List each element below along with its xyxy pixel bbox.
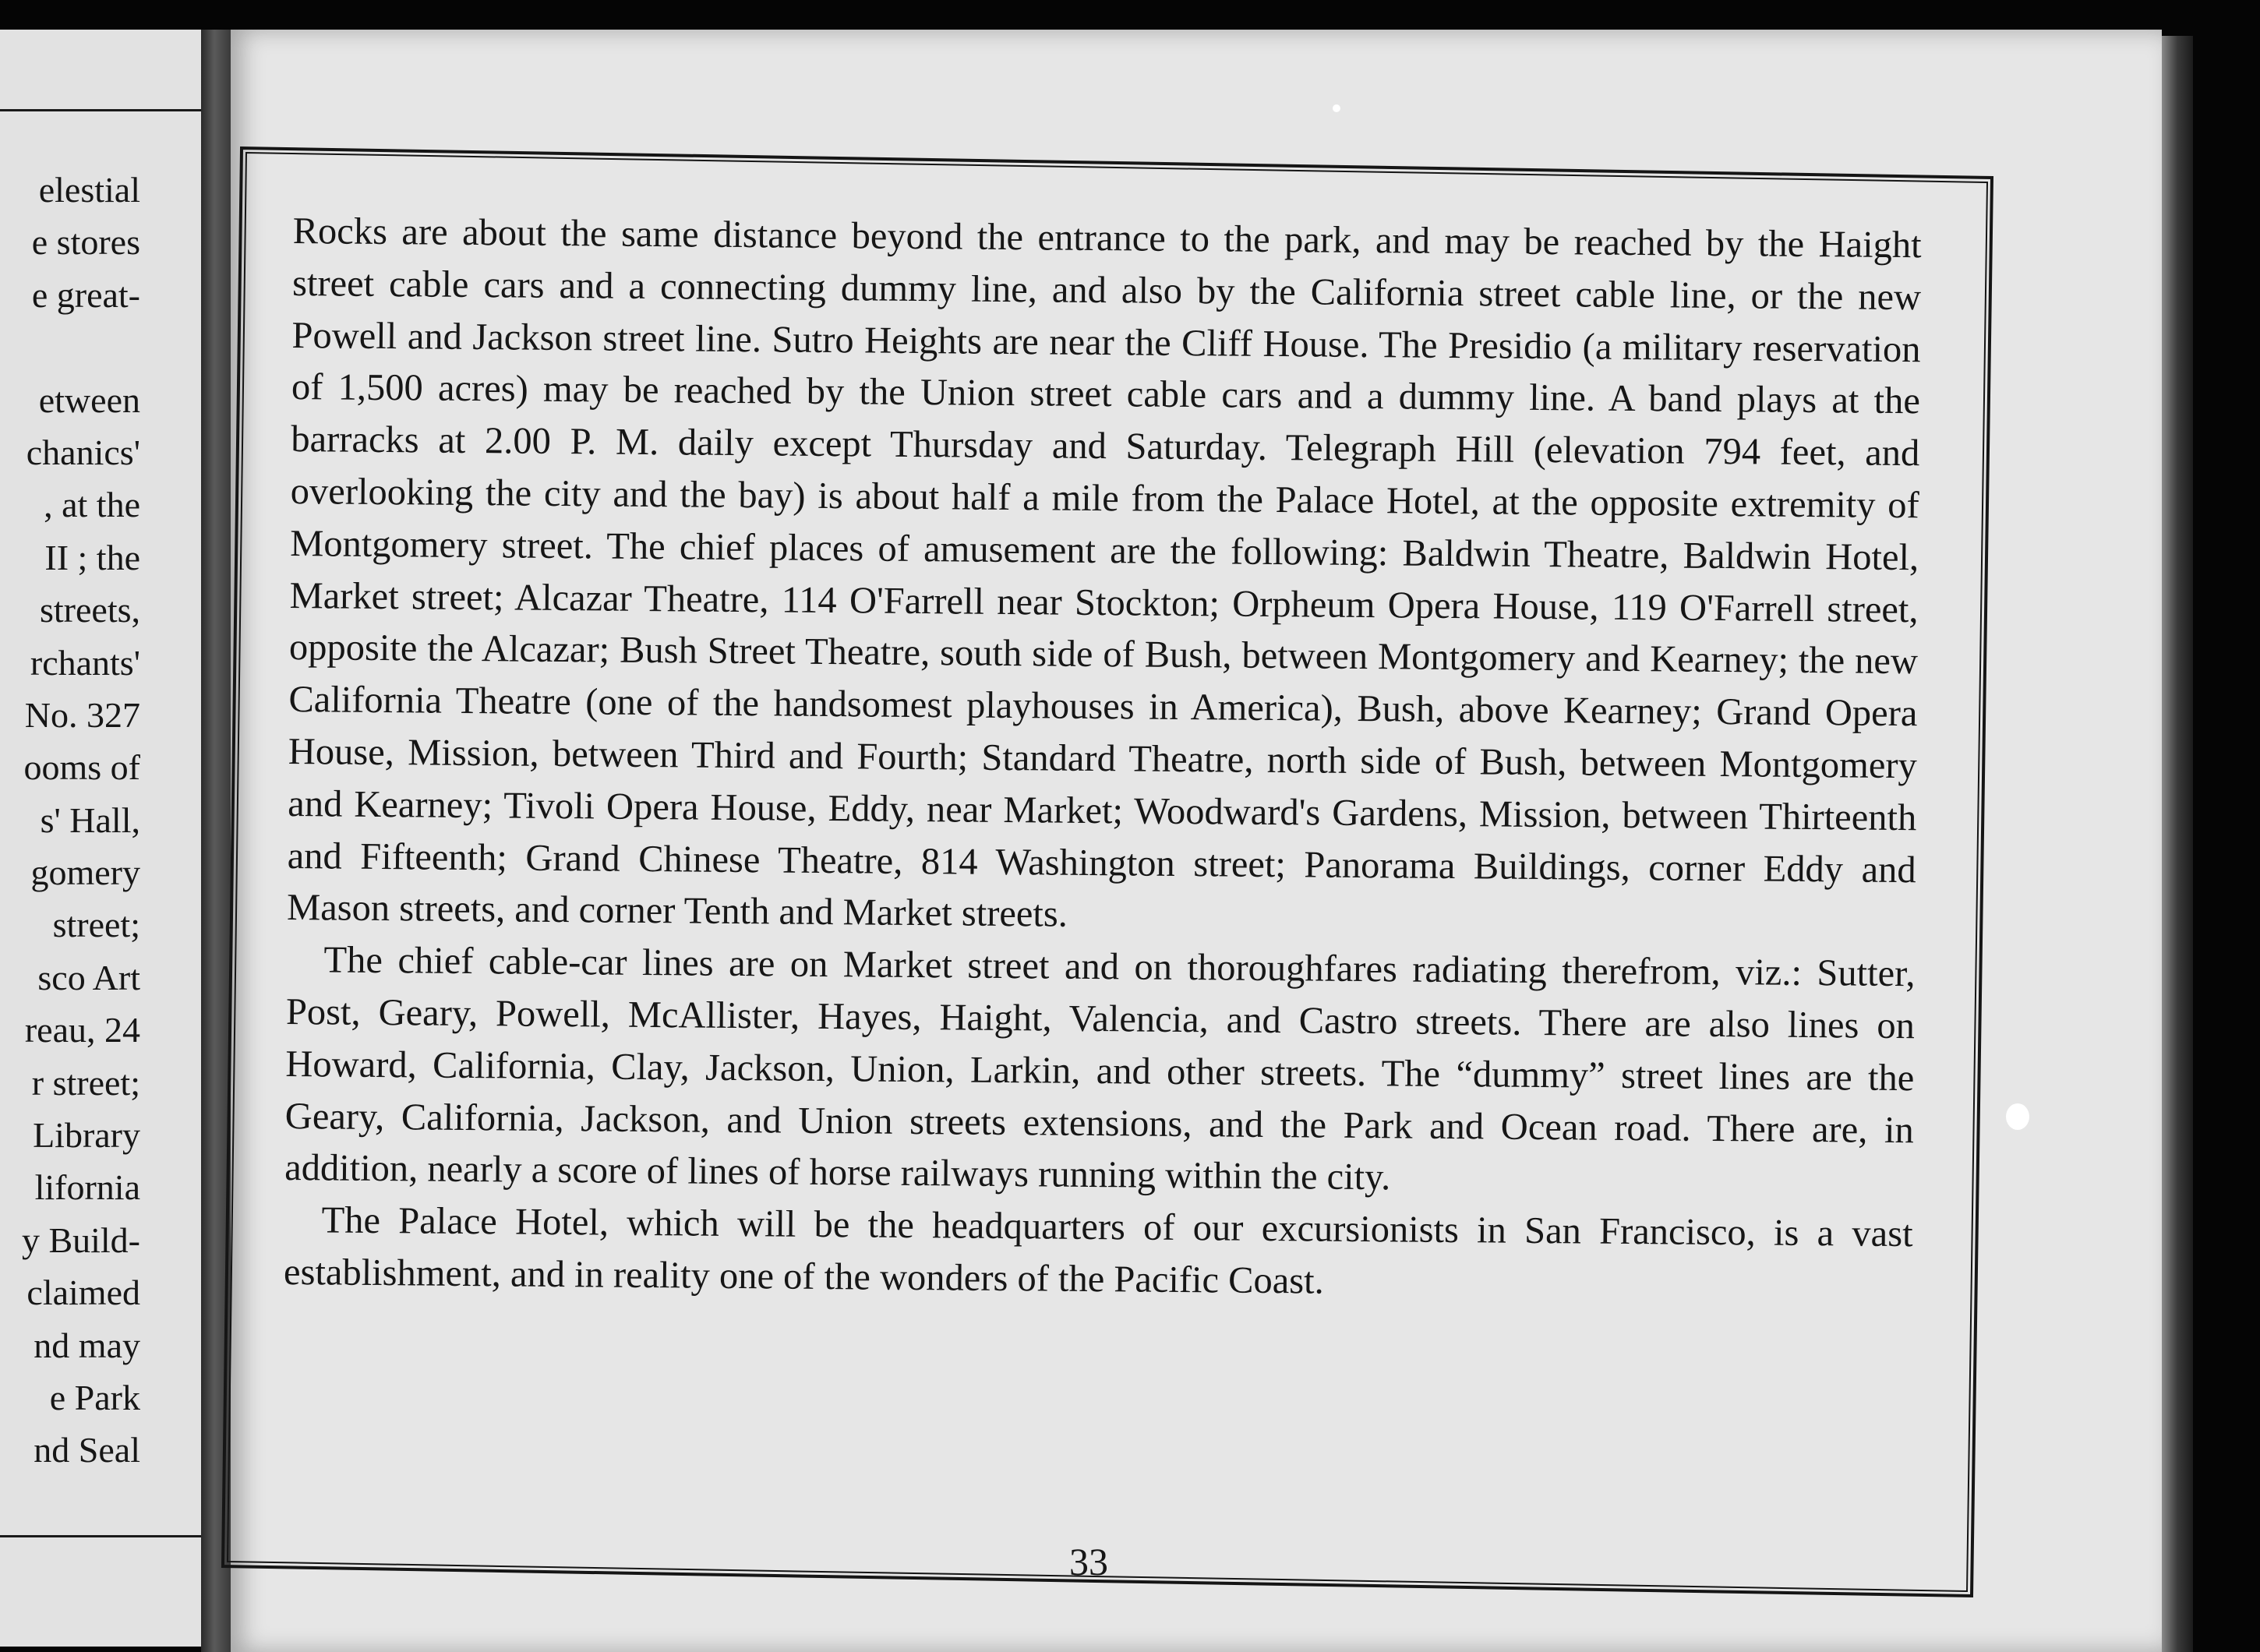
text-line: e Park (49, 1377, 140, 1417)
text-line: streets, (39, 590, 140, 630)
text-line: elestial (38, 170, 140, 210)
text-line: sco Art (37, 957, 140, 997)
text-line: y Build- (21, 1220, 140, 1260)
text-line: s' Hall, (40, 800, 140, 840)
text-line: nd Seal (34, 1430, 140, 1470)
paragraph: Rocks are about the same distance beyond the entrance to the park, and may be reached by the Haight street cable cars and a connecting dummy line, and also by the California street cable line, or the new Powell and Jackson street line. Sutro Heights are near the Cliff House. The Presidio (a military reservation of 1,500 acres) may be reached by the Union street cable cars and a dummy line. A band plays at the barracks at 2.00 P. M. daily except Thursday and Saturday. Telegraph Hill (elevation 794 feet, and overlooking the city and the bay) is about half a mile from the Palace Hotel, at the opposite extremity of Montgomery street. The chief places of amusement are the following: Baldwin Theatre, Baldwin Hotel, Market street; Alcazar Theatre, 114 O'Farrell near Stockton; Orpheum Opera House, 119 O'Farrell street, opposite the Alcazar; Bush Street Theatre, south side of Bush, between Montgomery and Kearney; the new California Theatre (one of the handsomest playhouses in America), Bush, above Kearney; Grand Opera House, Mission, between Third and Fourth; Standard Theatre, north side of Bush, between Montgomery and Kearney; Tivoli Opera House, Eddy, near Market; Woodward's Gardens, Mission, between Thirteenth and Fifteenth; Grand Chinese Theatre, 814 Washington street; Panorama Buildings, corner Eddy and Mason streets, and corner Tenth and Market streets. (286, 210, 1922, 936)
paragraph: The Palace Hotel, which will be the headquarters of our excursionists in San Francisco, is a vast establishment, and in reality one of the wonders of the Pacific Coast. (283, 1199, 1913, 1302)
text-line: No. 327 (24, 694, 140, 735)
text-line: Library (33, 1115, 140, 1156)
text-line: chanics' (26, 432, 140, 472)
bottom-rule (0, 1535, 201, 1537)
book-spine (201, 30, 231, 1652)
text-line: , at the (44, 485, 140, 525)
text-line: II ; the (44, 537, 140, 577)
body-text (284, 206, 1922, 1313)
text-line: lifornia (34, 1167, 140, 1208)
text-line: e great- (31, 274, 140, 315)
previous-page (0, 30, 201, 1647)
text-line: nd may (34, 1325, 140, 1365)
text-line: street; (52, 905, 140, 945)
text-line: gomery (30, 852, 140, 893)
text-line: ooms of (23, 747, 140, 788)
text-line: rchants' (30, 642, 140, 683)
text-line: etween (38, 379, 140, 420)
text-line: r street; (31, 1062, 140, 1103)
page-edge (2162, 36, 2193, 1652)
paragraph: The chief cable-car lines are on Market street and on thoroughfares radiating therefrom, viz.: Sutter, Post, Geary, Powell, McAllister, Hayes, Haight, Valencia, and Castro streets. There are also lines on Howard, California, Clay, Jackson, Union, Larkin, and other streets. The “dummy” street lines are the Geary, California, Jackson, and Union streets extensions, and the Park and Ocean road. There are, in addition, nearly a score of lines of horse railways running within the city. (284, 939, 1916, 1198)
page-number: 33 (1069, 1540, 1108, 1583)
top-rule (0, 109, 201, 111)
scan-speck (2006, 1103, 2029, 1130)
previous-page-text (22, 164, 140, 1477)
text-line: claimed (26, 1273, 140, 1313)
text-line (22, 321, 140, 373)
scan-speck (1333, 104, 1340, 112)
text-line: e stores (31, 222, 140, 263)
text-line: reau, 24 (24, 1010, 140, 1050)
